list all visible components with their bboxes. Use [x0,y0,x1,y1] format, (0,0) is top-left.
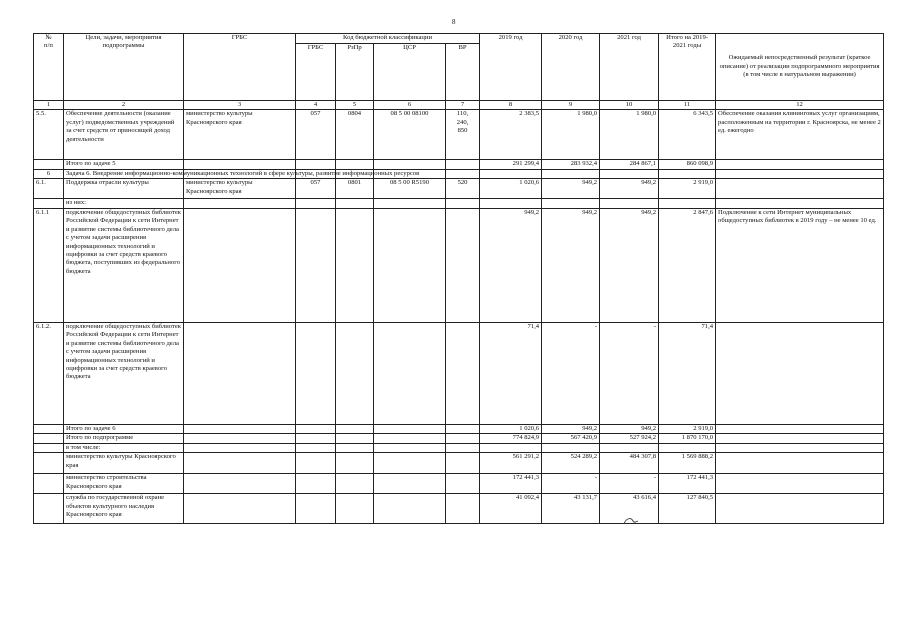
table-row [34,179,884,199]
header-result: Ожидаемый непосредственный результат (краткое описание) от реализации подпрограммного мероприятия (в том числе в натуральном выражении) [716,34,884,101]
table-row [34,474,884,494]
row-2019: 1 020,6 [480,424,542,433]
note-row [34,199,884,208]
row-num: 6.1.2. [34,322,64,424]
row-num: 6.1.1 [34,208,64,322]
row-2019: 949,2 [480,208,542,322]
note-label: в том числе: [64,443,184,452]
row-2019: 561 291,2 [480,453,542,474]
row-goal: Поддержка отрасли культуры [64,179,184,199]
page-number: 8 [452,18,456,26]
row-2021: 527 924,2 [600,434,659,443]
pen-mark [622,516,640,526]
colnum: 2 [64,101,184,110]
row-2019: 774 824,9 [480,434,542,443]
row-rzpr: 0801 [336,179,374,199]
row-2020: 949,2 [542,208,600,322]
colnum: 7 [446,101,480,110]
row-total: 6 343,5 [659,110,716,160]
header-2020: 2020 год [542,34,600,101]
row-result: Подключение к сети Интернет муниципальных общедоступных библиотек в 2019 году – не менее 10 ед. [716,208,884,322]
row-goal: подключение общедоступных библиотек Российской Федерации к сети Интернет и развитие системы библиотечного дела с учетом задачи расширения информационных технологий и оцифровки за счет средств краевого бюджета, поступивших из федерального бюджета [64,208,184,322]
row-2021: 949,2 [600,208,659,322]
row-2019: 41 092,4 [480,494,542,524]
note-label: из них: [64,199,184,208]
header-2021: 2021 год [600,34,659,101]
row-2020: 524 289,2 [542,453,600,474]
row-2021: 949,2 [600,179,659,199]
row-grbs: министерство культуры Красноярского края [184,110,296,160]
subtotal-label: Итого по задаче 5 [64,160,184,169]
header-rzpr: РзПр [336,44,374,101]
row-num: 6.1. [34,179,64,199]
colnum: 3 [184,101,296,110]
row-total: 2 847,6 [659,208,716,322]
subtotal-label: Итого по задаче 6 [64,424,184,433]
header-vr: ВР [446,44,480,101]
colnum: 12 [716,101,884,110]
row-grbs: министерство культуры Красноярского края [184,179,296,199]
table-row [34,110,884,160]
header-kbk: Код бюджетной классификации [296,34,480,44]
header-row [34,34,884,44]
row-2019: 172 441,3 [480,474,542,494]
row-2020: 949,2 [542,179,600,199]
row-2021: 43 616,4 [600,494,659,524]
row-2019: 291 299,4 [480,160,542,169]
ministry-label: министерство культуры Красноярского края [64,453,184,474]
row-2020: - [542,474,600,494]
row-total: 1 569 888,2 [659,453,716,474]
row-total: 2 919,0 [659,424,716,433]
task-title: Задача 6. Внедрение информационно-коммуникационных технологий в сфере культуры, развитие информационных ресурсов [64,169,184,178]
row-2020: 1 980,0 [542,110,600,160]
row-2019: 2 383,5 [480,110,542,160]
row-goal: Обеспечение деятельности (оказание услуг) подведомственных учреждений за счет средств от приносящей доход деятельности [64,110,184,160]
task-row [34,169,884,178]
header-num: № п/п [34,34,64,101]
row-2021: 1 980,0 [600,110,659,160]
header-grbs: ГРБС [184,34,296,101]
row-2021: - [600,322,659,424]
row-csr: 08 5 00 08100 [374,110,446,160]
note-row [34,443,884,452]
task-num: 6 [34,169,64,178]
row-grbs-code: 057 [296,110,336,160]
row-vr: 520 [446,179,480,199]
row-vr: 110, 240, 850 [446,110,480,160]
table-row [34,208,884,322]
row-2020: 283 932,4 [542,160,600,169]
colnum: 9 [542,101,600,110]
ministry-label: министерство строительства Красноярского края [64,474,184,494]
row-2021: 949,2 [600,424,659,433]
colnum: 8 [480,101,542,110]
row-csr: 08 5 00 R5190 [374,179,446,199]
row-total: 172 441,3 [659,474,716,494]
colnum: 6 [374,101,446,110]
row-total: 127 840,5 [659,494,716,524]
row-2021: 284 867,1 [600,160,659,169]
row-2020: - [542,322,600,424]
header-total: Итого на 2019- 2021 годы [659,34,716,101]
colnum: 1 [34,101,64,110]
subtotal-row [34,160,884,169]
row-2021: 484 307,8 [600,453,659,474]
column-number-row [34,101,884,110]
total-label: Итого по подпрограмме [64,434,184,443]
total-row [34,434,884,443]
colnum: 11 [659,101,716,110]
header-goals: Цели, задачи, мероприятия подпрограммы [64,34,184,101]
row-grbs-code: 057 [296,179,336,199]
header-csr: ЦСР [374,44,446,101]
colnum: 10 [600,101,659,110]
row-2020: 949,2 [542,424,600,433]
row-result: Обеспечение оказания клининговых услуг организациям, расположенным на территории г. Красноярска, не менее 2 ед. ежегодно [716,110,884,160]
row-total: 2 919,0 [659,179,716,199]
table-row [34,322,884,424]
subtotal-row [34,424,884,433]
row-2020: 567 420,9 [542,434,600,443]
table-row [34,453,884,474]
row-2019: 71,4 [480,322,542,424]
colnum: 4 [296,101,336,110]
row-total: 860 098,9 [659,160,716,169]
header-grbs-code: ГРБС [296,44,336,101]
table-row [34,494,884,524]
header-2019: 2019 год [480,34,542,101]
row-2021: - [600,474,659,494]
row-2020: 43 131,7 [542,494,600,524]
budget-table [33,33,884,524]
row-total: 71,4 [659,322,716,424]
row-num: 5.5. [34,110,64,160]
colnum: 5 [336,101,374,110]
row-2019: 1 020,6 [480,179,542,199]
row-goal: подключение общедоступных библиотек Российской Федерации к сети Интернет и развитие системы библиотечного дела с учетом задачи расширения информационных технологий и оцифровки за счет средств краевого бюджета [64,322,184,424]
row-total: 1 870 170,0 [659,434,716,443]
ministry-label: служба по государственной охране объектов культурного наследия Красноярского края [64,494,184,524]
row-rzpr: 0804 [336,110,374,160]
